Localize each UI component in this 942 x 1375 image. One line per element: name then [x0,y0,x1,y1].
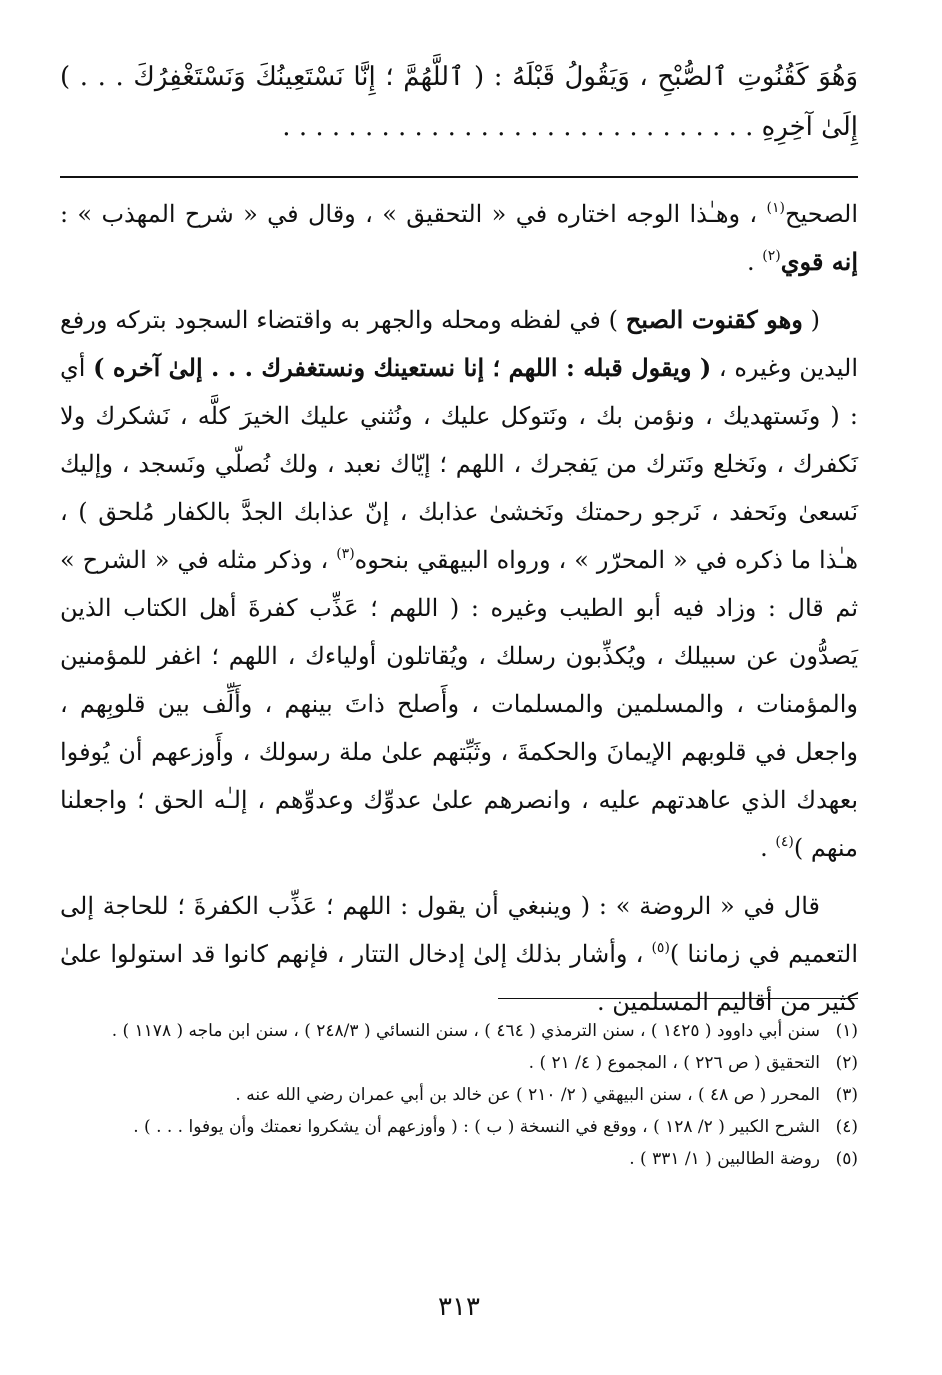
footnote-ref-3[interactable]: (٣) [336,546,355,562]
text-span: ) في لفظه ومحله والجهر به واقتضاء السجود بتركه ورفع اليدين وغيره ، [60,306,858,382]
commentary-paragraph-1 [60,190,858,286]
matn-line: وَهُوَ كَقُنُوتِ ٱلصُّبْحِ ، وَيَقُولُ قَبْلَهُ : ( ٱللَّهُمَّ ؛ إِنَّا نَسْتَعِينُكَ وَنَسْتَغْفِرُكَ . . . ) إِلَىٰ آخِرِهِ . . . . . . . . . . . . . . . . . . . . . . . . . . . . . [60,62,858,142]
footnote-item [60,1048,858,1078]
footnote-ref-5[interactable]: (٥) [651,940,670,956]
bold-phrase: إنه قوي [780,247,858,276]
footnote-ref-1[interactable]: (١) [766,200,785,216]
footnote-item [60,1080,858,1110]
text-span: قال في « الروضة » : ( وينبغي أن يقول : اللهم ؛ عَذِّب الكفرةَ ؛ للحاجة إلى التعميم في زماننا ) [60,892,859,968]
footnote-separator [498,998,858,999]
footnote-number: (٤) [835,1117,858,1137]
footnote-text: التحقيق ( ص ٢٢٦ ) ، المجموع ( ٤/ ٢١ ) . [528,1053,820,1073]
text-span: . [747,248,763,276]
quoted-matn-2: ( ويقول قبله : اللهم ؛ إنا نستعينك ونستغفرك . . . إلىٰ آخره ) [93,353,712,382]
text-span: ، وأشار بذلك إلىٰ إدخال التتار ، فإنهم كانوا قد استولوا علىٰ كثير من أقاليم المسلمين . [60,940,858,1016]
footnote-item [60,1144,858,1174]
commentary [60,190,858,1030]
footnote-text: المحرر ( ص ٤٨ ) ، سنن البيهقي ( ٢/ ٢١٠ ) عن خالد بن أبي عمران رضي الله عنه . [235,1085,820,1105]
footnote-item [60,1112,858,1142]
commentary-paragraph-2 [60,296,858,872]
footnote-number: (١) [835,1021,858,1041]
commentary-paragraph-3 [60,882,858,1026]
footnote-text: الشرح الكبير ( ٢/ ١٢٨ ) ، ووقع في النسخة ( ب ) : ( وأوزعهم أن يشكروا نعمتك وأن يوفوا . . . ) . [133,1117,820,1137]
text-span: ، وهـٰذا الوجه اختاره في « التحقيق » ، وقال في « شرح المهذب » : [60,200,767,228]
footnote-text: سنن أبي داوود ( ١٤٢٥ ) ، سنن الترمذي ( ٤٦٤ ) ، سنن النسائي ( ٢٤٨/٣ ) ، سنن ابن ماجه ( ١١٧٨ ) . [111,1021,820,1041]
footnotes [60,1016,858,1176]
text-span: . [760,834,776,862]
footnote-ref-4[interactable]: (٤) [775,834,794,850]
text-span: ( [802,306,820,334]
page-number: ٣١٣ [438,1292,480,1322]
footnote-number: (٢) [835,1053,858,1073]
footnote-number: (٣) [835,1085,858,1105]
footnote-ref-2[interactable]: (٢) [762,248,781,264]
footnote-number: (٥) [835,1149,858,1169]
matn-text [60,52,858,152]
footnote-text: روضة الطالبين ( ١/ ٣٣١ ) . [629,1149,820,1169]
text-span: الصحيح [784,200,858,228]
quoted-matn-1: وهو كقنوت الصبح [625,305,803,334]
footnote-item [60,1016,858,1046]
text-span: ، وذكر مثله في « الشرح » ثم قال : وزاد فيه أبو الطيب وغيره : ( اللهم ؛ عَذِّب كفرةَ أهل الكتاب الذين يَصدُّون عن سبيلك ، ويُكذِّبون رسلك ، ويُقاتلون أولياءك ، اللهم ؛ اغفر للمؤمنين والمؤمنات ، والمسلمين والمسلمات ، وأَصلح ذاتَ بينهم ، وأَلِّف بين قلوبِهم ، واجعل في قلوبهم الإيمانَ والحكمةَ ، وثَبِّتهم علىٰ ملة رسولك ، وأَوزعهم أن يُوفوا بعهدك الذي عاهدتهم عليه ، وانصرهم علىٰ عدوِّك وعدوِّهم ، إلـٰه الحق ؛ واجعلنا منهم ) [60,546,858,862]
matn-separator [60,176,858,178]
text-span: أي : ( ونَستهديك ، ونؤمن بك ، ونَتوكل عليك ، ونُثني عليك الخيرَ كلَّه ، نَشكرك ولا نَكفرك ، ونَخلع ونَترك من يَفجرك ، اللهم ؛ إيّاك نعبد ، ولك نُصلّي ونَسجد ، وإليك نَسعىٰ ونَحفد ، نَرجو رحمتك ونَخشىٰ عذابك ، إنّ عذابك الجدَّ بالكفار مُلحق ) ، هـٰذا ما ذكره في « المحرّر » ، ورواه البيهقي بنحوه [60,354,859,574]
